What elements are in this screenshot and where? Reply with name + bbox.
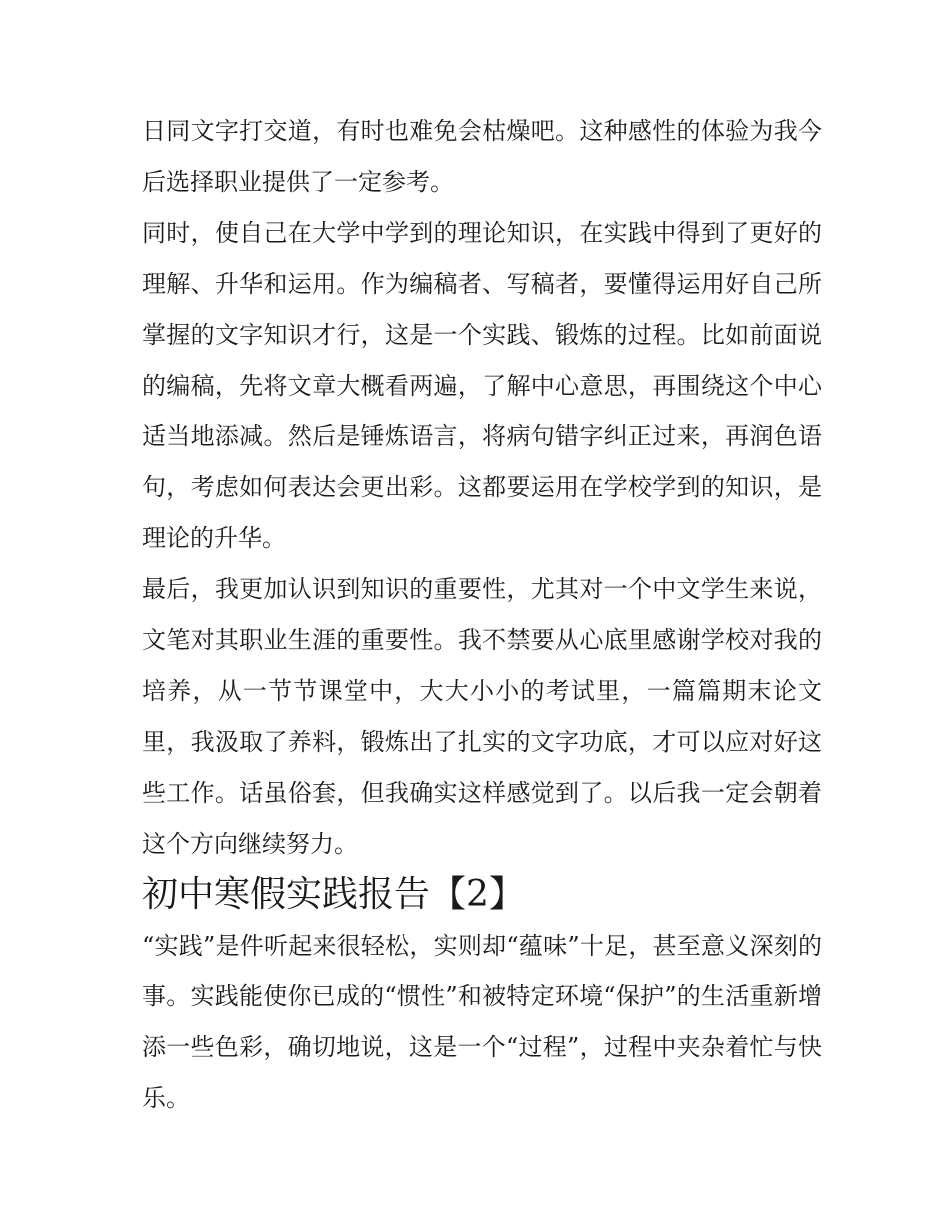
section-paragraph-1: “实践”是件听起来很轻松，实则却“蕴味”十足，甚至意义深刻的事。实践能使你已成的“惯性”和被特定环境“保护”的生活重新增添一些色彩，确切地说，这是一个“过程”，过程中夹杂着忙与快乐。 [142, 931, 822, 1113]
paragraph-2: 同时，使自己在大学中学到的理论知识，在实践中得到了更好的理解、升华和运用。作为编稿者、写稿者，要懂得运用好自己所掌握的文字知识才行，这是一个实践、锻炼的过程。比如前面说的编稿，先将文章大概看两遍，了解中心意思，再围绕这个中心适当地添减。然后是锤炼语言，将病句错字纠正过来，再润色语句，考虑如何表达会更出彩。这都要运用在学校学到的知识，是理论的升华。 [142, 218, 822, 553]
section-title: 初中寒假实践报告【2】 [142, 873, 525, 915]
document-body [142, 106, 822, 1124]
paragraph-1: 日同文字打交道，有时也难免会枯燥吧。这种感性的体验为我今后选择职业提供了一定参考。 [142, 117, 822, 196]
paragraph-3: 最后，我更加认识到知识的重要性，尤其对一个中文学生来说，文笔对其职业生涯的重要性。我不禁要从心底里感谢学校对我的培养，从一节节课堂中，大大小小的考试里，一篇篇期末论文里，我汲取了养料，锻炼出了扎实的文字功底，才可以应对好这些工作。话虽俗套，但我确实这样感觉到了。以后我一定会朝着这个方向继续努力。 [142, 575, 822, 858]
